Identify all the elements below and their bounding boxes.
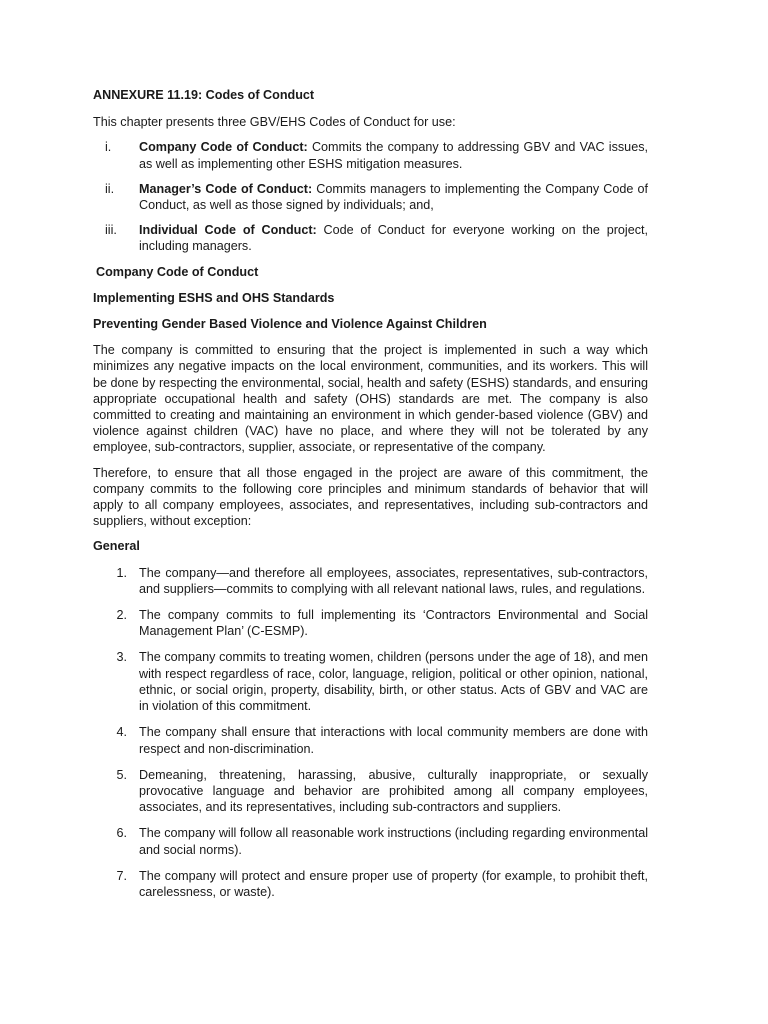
list-item-term: Manager’s Code of Conduct: bbox=[139, 181, 313, 196]
list-item bbox=[93, 724, 648, 756]
list-item-term: Individual Code of Conduct: bbox=[139, 223, 317, 238]
list-marker: 1. bbox=[116, 565, 127, 580]
list-item-text: The company—and therefore all employees, associates, representatives, sub-contractors, and suppliers—commits to complying with all relevant national laws, rules, and regulations. bbox=[139, 565, 648, 596]
list-item bbox=[93, 139, 648, 171]
list-item-text: The company will follow all reasonable work instructions (including regarding environmental and social norms). bbox=[139, 826, 648, 857]
list-marker: i. bbox=[105, 140, 112, 155]
body-paragraph: Therefore, to ensure that all those engaged in the project are aware of this commitment, the company commits to the following core principles and minimum standards of behavior that will apply to all company employees, associates, and representatives, including sub-contractors and suppliers, without exception: bbox=[93, 465, 648, 529]
list-item bbox=[93, 649, 648, 714]
list-item bbox=[93, 825, 648, 857]
list-item-text: Commits the company to addressing GBV and VAC issues, as well as implementing other ESHS mitigation measures. bbox=[139, 140, 648, 171]
list-item-text: Demeaning, threatening, harassing, abusive, culturally inappropriate, or sexually provocative language and behavior are prohibited among all company employees, associates, and its representatives, including sub-contractors and suppliers. bbox=[139, 767, 648, 815]
list-item bbox=[93, 767, 648, 816]
list-item bbox=[93, 565, 648, 597]
section-heading-company-code: Company Code of Conduct bbox=[96, 264, 259, 279]
list-marker: 5. bbox=[116, 767, 127, 782]
document-title: ANNEXURE 11.19: Codes of Conduct bbox=[93, 88, 315, 102]
list-item bbox=[93, 607, 648, 639]
list-item-term: Company Code of Conduct: bbox=[139, 140, 308, 155]
list-item-text: The company commits to full implementing its ‘Contractors Environmental and Social Management Plan’ (C-ESMP). bbox=[139, 608, 648, 639]
general-heading: General bbox=[93, 539, 140, 554]
list-marker: 6. bbox=[116, 826, 127, 841]
list-item bbox=[93, 181, 648, 213]
list-marker: 3. bbox=[116, 650, 127, 665]
section-heading-preventing: Preventing Gender Based Violence and Violence Against Children bbox=[93, 317, 487, 332]
list-item-text: The company commits to treating women, children (persons under the age of 18), and men with respect regardless of race, color, language, religion, political or other opinion, national, ethnic, or social origin, property, disability, birth, or other status. Acts of GBV and VAC are in violation of this commitment. bbox=[139, 650, 648, 714]
code-types-list bbox=[93, 139, 648, 254]
intro-text: This chapter presents three GBV/EHS Codes of Conduct for use: bbox=[93, 115, 456, 130]
list-marker: 4. bbox=[116, 725, 127, 740]
list-marker: 2. bbox=[116, 608, 127, 623]
list-marker: 7. bbox=[116, 868, 127, 883]
list-marker: iii. bbox=[105, 223, 117, 238]
list-item bbox=[93, 868, 648, 900]
list-item bbox=[93, 222, 648, 254]
list-item-text: Commits managers to implementing the Company Code of Conduct, as well as those signed by individuals; and, bbox=[139, 181, 648, 213]
principles-list bbox=[93, 565, 648, 900]
list-item-text: Code of Conduct for everyone working on the project, including managers. bbox=[139, 223, 648, 254]
list-item-text: The company shall ensure that interactions with local community members are done with respect and non-discrimination. bbox=[139, 725, 648, 756]
list-marker: ii. bbox=[105, 181, 115, 196]
body-paragraph: The company is committed to ensuring that the project is implemented in such a way which minimizes any negative impacts on the local environment, communities, and its workers. This will be done by respecting the environmental, social, health and safety (ESHS) standards, and ensuring appropriate occupational health and safety (OHS) standards are met. The company is also committed to creating and maintaining an environment in which gender-based violence (GBV) and violence against children (VAC) have no place, and where they will not be tolerated by any employee, sub-contractors, supplier, associate, or representative of the company. bbox=[93, 343, 648, 455]
list-item-text: The company will protect and ensure proper use of property (for example, to prohibit theft, carelessness, or waste). bbox=[139, 868, 648, 899]
section-heading-implementing: Implementing ESHS and OHS Standards bbox=[93, 290, 335, 305]
